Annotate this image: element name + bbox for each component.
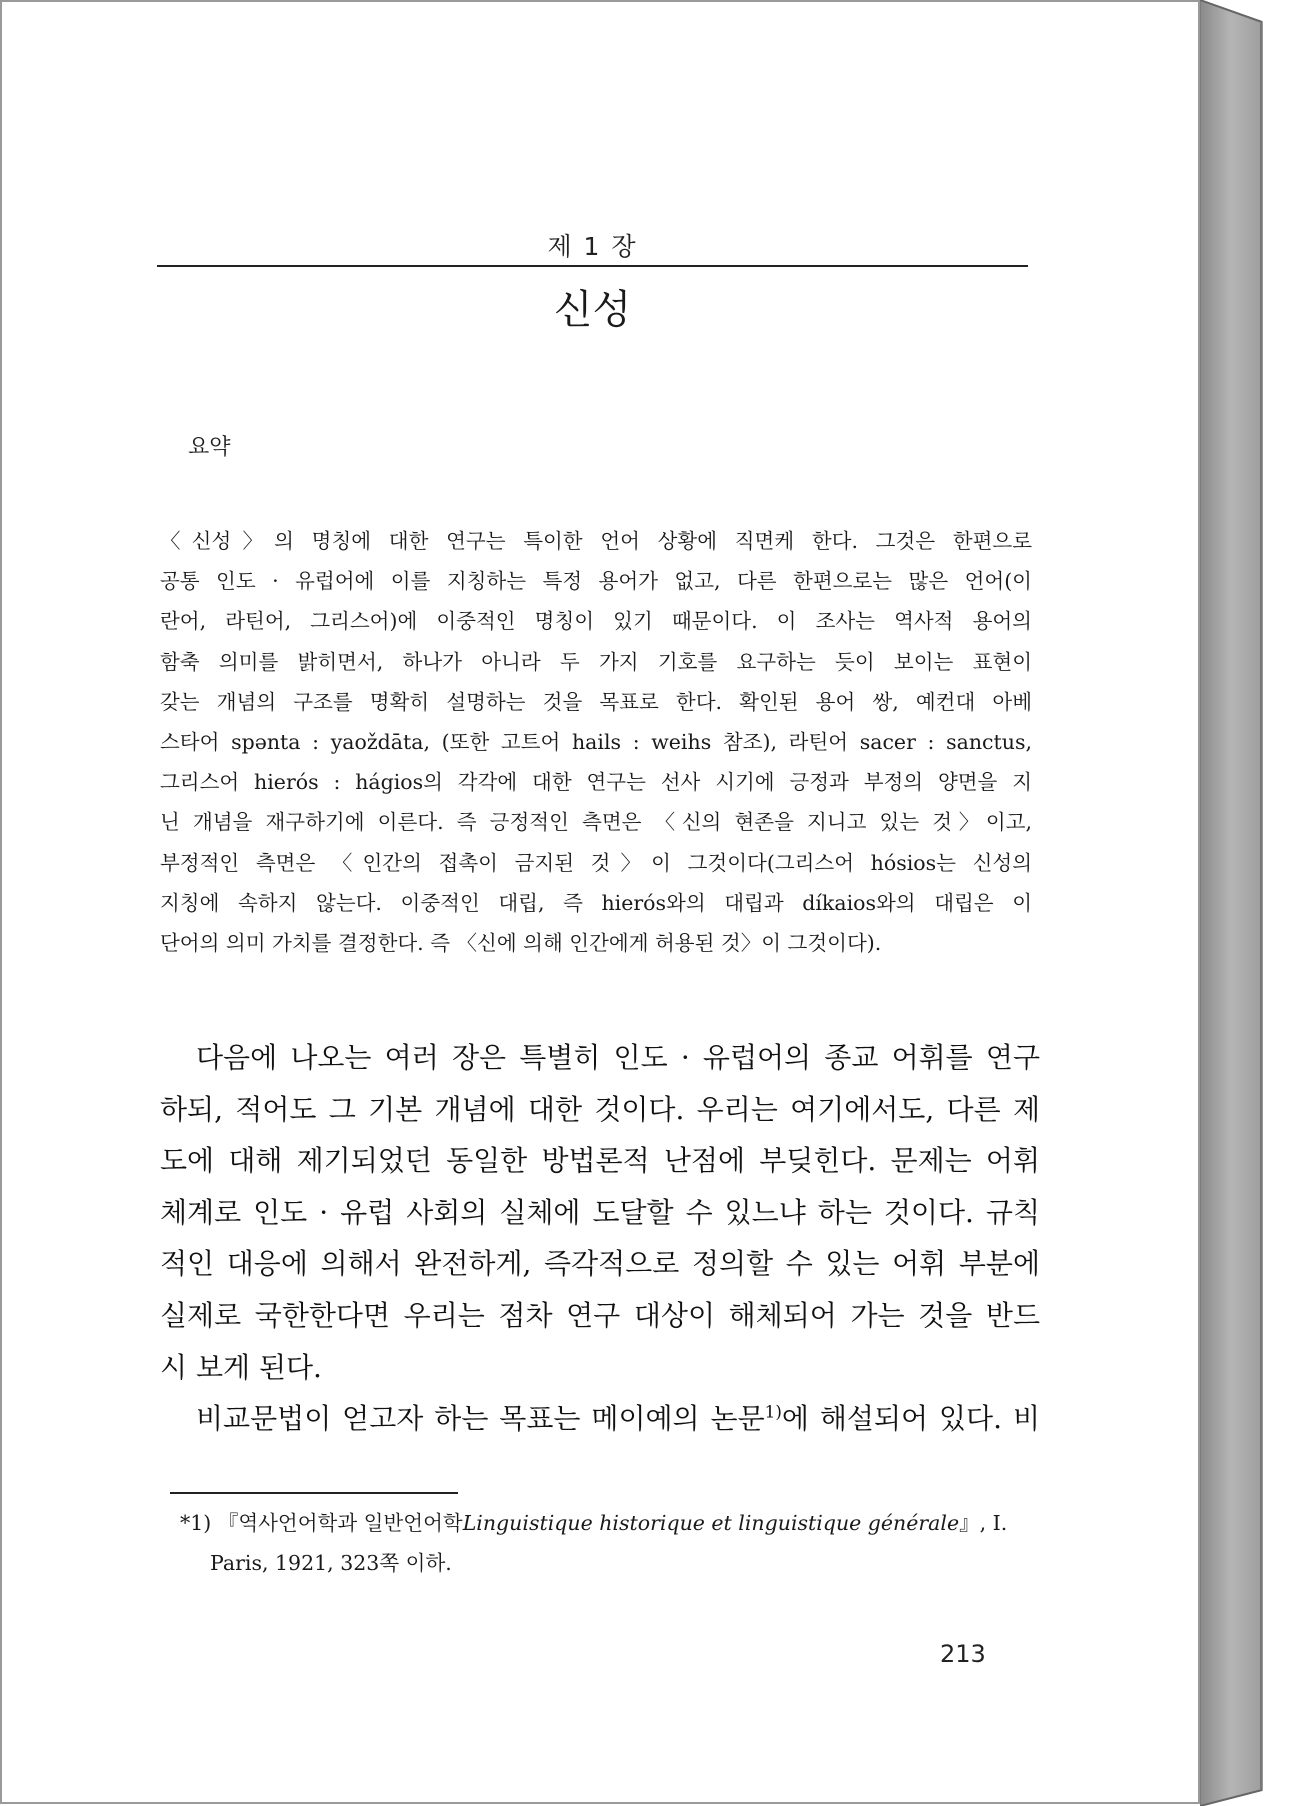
abstract-line: 공통 인도 · 유럽어에 이를 지칭하는 특정 용어가 없고, 다른 한편으로는 많은 언어(이 — [160, 569, 1032, 594]
book-spine-graphic — [1200, 0, 1305, 1806]
page-number: 213 — [940, 1640, 986, 1668]
footnote-reference[interactable]: 1) — [764, 1401, 782, 1422]
body-line: 시 보게 된다. — [160, 1350, 322, 1384]
abstract-line: 부정적인 측면은 〈인간의 접촉이 금지된 것〉이 그것이다(그리스어 hósios는 신성의 — [160, 850, 1032, 875]
body-line: 체계로 인도 · 유럽 사회의 실체에 도달할 수 있느냐 하는 것이다. 규칙 — [160, 1195, 1040, 1229]
body-line: 다음에 나오는 여러 장은 특별히 인도 · 유럽어의 종교 어휘를 연구 — [196, 1041, 1040, 1074]
footnote-title-open: 『역사언어학과 일반언어학 — [217, 1511, 463, 1535]
footnote-rule — [170, 1492, 458, 1494]
abstract-line: 함축 의미를 밝히면서, 하나가 아니라 두 가지 기호를 요구하는 듯이 보이는 표현이 — [160, 649, 1032, 674]
footnote — [180, 1503, 1040, 1583]
abstract-line: 닌 개념을 재구하기에 이른다. 즉 긍정적인 측면은 〈신의 현존을 지니고 있는 것〉이고, — [160, 810, 1032, 835]
abstract-line: 갖는 개념의 구조를 명확히 설명하는 것을 목표로 한다. 확인된 용어 쌍, 예컨대 아베 — [160, 689, 1032, 714]
summary-abstract — [160, 521, 1032, 963]
book-side-edge — [1200, 0, 1305, 1806]
abstract-line: 스타어 spənta : yaoždāta, (또한 고트어 hails : weihs 참조), 라틴어 sacer : sanctus, — [160, 730, 1032, 755]
abstract-line: 란어, 라틴어, 그리스어)에 이중적인 명칭이 있기 때문이다. 이 조사는 역사적 용어의 — [160, 609, 1032, 634]
body-line: 하되, 적어도 그 기본 개념에 대한 것이다. 우리는 여기에서도, 다른 제 — [160, 1092, 1040, 1126]
footnote-marker: *1) — [180, 1511, 212, 1535]
chapter-number: 제 1 장 — [547, 232, 638, 261]
chapter-title: 신성 — [553, 287, 632, 333]
footnote-title-close: 』, I. — [959, 1511, 1008, 1535]
abstract-line: 단어의 의미 가치를 결정한다. 즉 〈신에 의해 인간에게 허용된 것〉이 그것이다). — [160, 931, 882, 956]
last-paragraph-start: 비교문법이 얻고자 하는 목표는 메이예의 논문 — [196, 1402, 765, 1436]
summary-heading: 요약 — [188, 435, 231, 460]
body-text — [160, 1032, 1040, 1445]
abstract-line: 지칭에 속하지 않는다. 이중적인 대립, 즉 hierós와의 대립과 díkaios와의 대립은 이 — [160, 890, 1032, 915]
last-paragraph-end: 에 해설되어 있다. 비 — [781, 1402, 1040, 1436]
body-line: 도에 대해 제기되었던 동일한 방법론적 난점에 부딪힌다. 문제는 어휘 — [160, 1144, 1040, 1178]
body-line: 실제로 국한한다면 우리는 점차 연구 대상이 해체되어 가는 것을 반드 — [160, 1298, 1040, 1332]
footnote-continuation: Paris, 1921, 323쪽 이하. — [210, 1551, 452, 1575]
abstract-line: 그리스어 hierós : hágios의 각각에 대한 연구는 선사 시기에 긍정과 부정의 양면을 지 — [160, 770, 1032, 795]
body-line: 적인 대응에 의해서 완전하게, 즉각적으로 정의할 수 있는 어휘 부분에 — [160, 1247, 1040, 1281]
chapter-rule — [157, 265, 1028, 267]
abstract-line: 〈신성〉의 명칭에 대한 연구는 특이한 언어 상황에 직면케 한다. 그것은 한편으로 — [160, 529, 1032, 553]
body-line-last-paragraph — [160, 1393, 1040, 1445]
footnote-title-foreign: Linguistique historique et linguistique générale — [462, 1511, 960, 1535]
